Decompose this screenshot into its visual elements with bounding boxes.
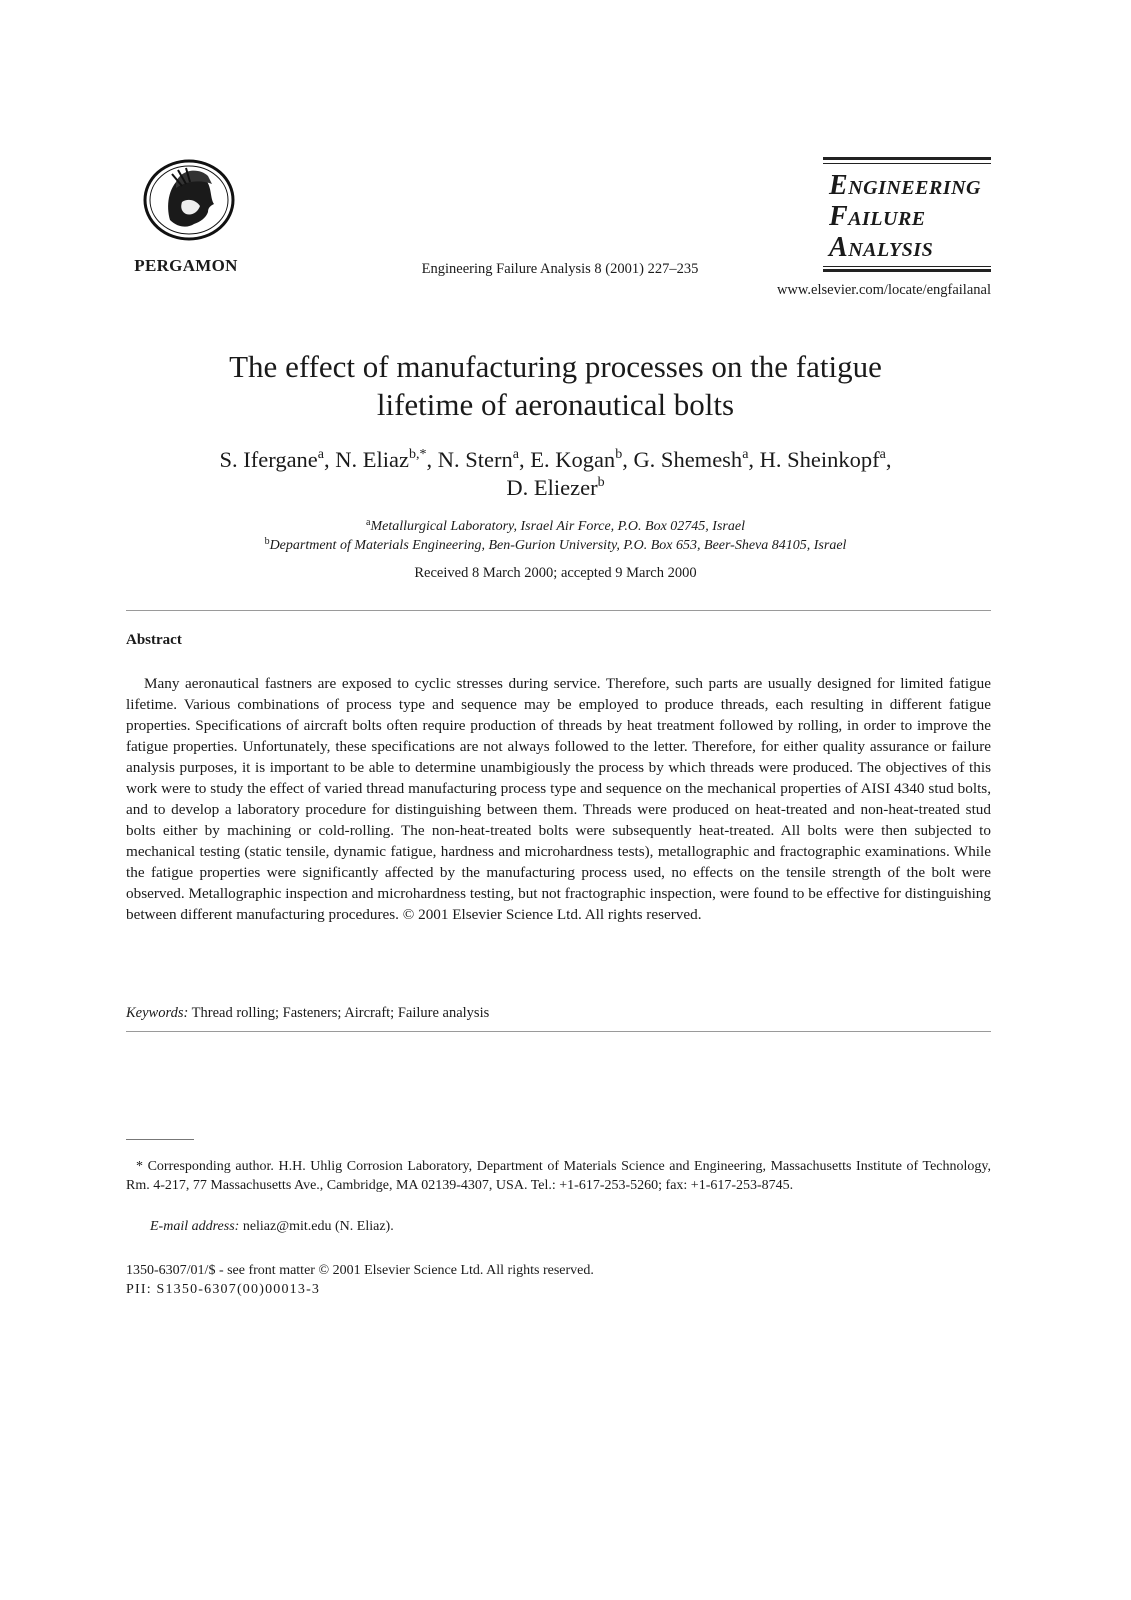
author-list: S. Ifergane$^a$, N. Eliaz$^{b,*}$, N. Stern$^a$, E. Kogan$^b$, G. Shemesh$^a$, H. Sheinkopf$^a$, D. Eliezer$^b$ bbox=[219, 447, 892, 500]
author-name: S. Ifergane bbox=[219, 447, 318, 472]
email-footnote bbox=[150, 1219, 394, 1235]
copyright-line: 1350-6307/01/$ - see front matter © 2001 Elsevier Science Ltd. All rights reserved. bbox=[126, 1263, 594, 1278]
pergamon-emblem-logo bbox=[142, 158, 236, 242]
author-name: D. Eliezer bbox=[506, 475, 598, 500]
title-line-2: lifetime of aeronautical bolts bbox=[376, 387, 735, 422]
journal-logo-line-2: FAILURE bbox=[829, 201, 926, 232]
email-label: E-mail address: bbox=[150, 1219, 240, 1234]
divider-bottom bbox=[126, 1031, 991, 1032]
corresponding-author-footnote: * Corresponding author. H.H. Uhlig Corrosion Laboratory, Department of Materials Science and Engineering, Massachusetts Institute of Technology, Rm. 4-217, 77 Massachusetts Ave., Cambridge, MA 02139-4307, USA. Tel.: +1-617-253-5260; fax: +1-617-253-8745. bbox=[126, 1159, 991, 1193]
journal-logo bbox=[823, 157, 991, 275]
author-name: N. Stern bbox=[437, 447, 513, 472]
author-affiliation-mark: b bbox=[597, 475, 605, 490]
front-matter-block bbox=[126, 1261, 594, 1299]
divider-top bbox=[126, 610, 991, 611]
publisher-name: PERGAMON bbox=[134, 256, 238, 275]
journal-url-link[interactable]: www.elsevier.com/locate/engfailanal bbox=[776, 282, 991, 298]
journal-logo-line-3: ANALYSIS bbox=[829, 232, 934, 263]
author-name: E. Kogan bbox=[530, 447, 616, 472]
author-affiliation-mark: a bbox=[879, 447, 886, 462]
affiliation-item: $^a$Metallurgical Laboratory, Israel Air Force, P.O. Box 02745, Israel bbox=[366, 517, 745, 534]
keywords-label: Keywords: bbox=[126, 1005, 189, 1021]
author-affiliation-mark: b bbox=[615, 447, 623, 462]
author-affiliation-mark: a bbox=[742, 447, 749, 462]
author-name: G. Shemesh bbox=[633, 447, 743, 472]
affiliations bbox=[120, 517, 991, 555]
author-name: N. Eliaz bbox=[335, 447, 409, 472]
keywords-line bbox=[126, 1005, 991, 1022]
abstract-heading: Abstract bbox=[126, 632, 182, 648]
journal-citation: Engineering Failure Analysis 8 (2001) 227–235 bbox=[421, 261, 699, 277]
author-affiliation-mark: a bbox=[317, 447, 325, 462]
author-affiliation-mark: a bbox=[512, 447, 519, 462]
author-affiliation-mark: b,* bbox=[408, 447, 427, 462]
title-line-1: The effect of manufacturing processes on the fatigue bbox=[229, 349, 882, 384]
footnote-rule bbox=[126, 1139, 194, 1140]
affiliation-item: $^b$Department of Materials Engineering, Ben-Gurion University, P.O. Box 653, Beer-Sheva 84105, Israel bbox=[264, 536, 847, 553]
email-address-link[interactable]: neliaz@mit.edu (N. Eliaz). bbox=[242, 1219, 394, 1234]
received-dates: Received 8 March 2000; accepted 9 March 2000 bbox=[414, 565, 697, 581]
journal-logo-line-1: ENGINEERING bbox=[829, 170, 981, 201]
author-name: H. Sheinkopf bbox=[759, 447, 880, 472]
pii-line: PII: S1350-6307(00)00013-3 bbox=[126, 1282, 321, 1297]
keywords-list: Thread rolling; Fasteners; Aircraft; Failure analysis bbox=[191, 1005, 490, 1021]
article-title bbox=[120, 348, 991, 424]
abstract-text: Many aeronautical fastners are exposed to cyclic stresses during service. Therefore, such parts are usually designed for limited fatigue lifetime. Various combinations of process type and sequence may be employed to produce threads, each resulting in different fatigue properties. Specifications of aircraft bolts often require production of threads by heat treatment followed by rolling, in order to improve the fatigue properties. Unfortunately, these specifications are not always followed to the letter. Therefore, for either quality assurance or failure analysis purposes, it is important to be able to determine unambigiously the process by which threads were produced. The objectives of this work were to study the effect of varied thread manufacturing process type and sequence on the mechanical properties of AISI 4340 stud bolts, and to develop a laboratory procedure for distinguishing between them. Threads were produced on heat-treated and non-heat-treated stud bolts either by machining or cold-rolling. The non-heat-treated bolts were subsequently heat-treated. All bolts were then subjected to mechanical testing (static tensile, dynamic fatigue, hardness and microhardness tests), metallographic and fractographic examinations. While the fatigue properties were significantly affected by the manufacturing process used, no effects on the tensile strength of the bolt were observed. Metallographic inspection and microhardness testing, but not fractographic inspection, were found to be effective for distinguishing between different manufacturing procedures. © 2001 Elsevier Science Ltd. All rights reserved. bbox=[126, 675, 991, 923]
